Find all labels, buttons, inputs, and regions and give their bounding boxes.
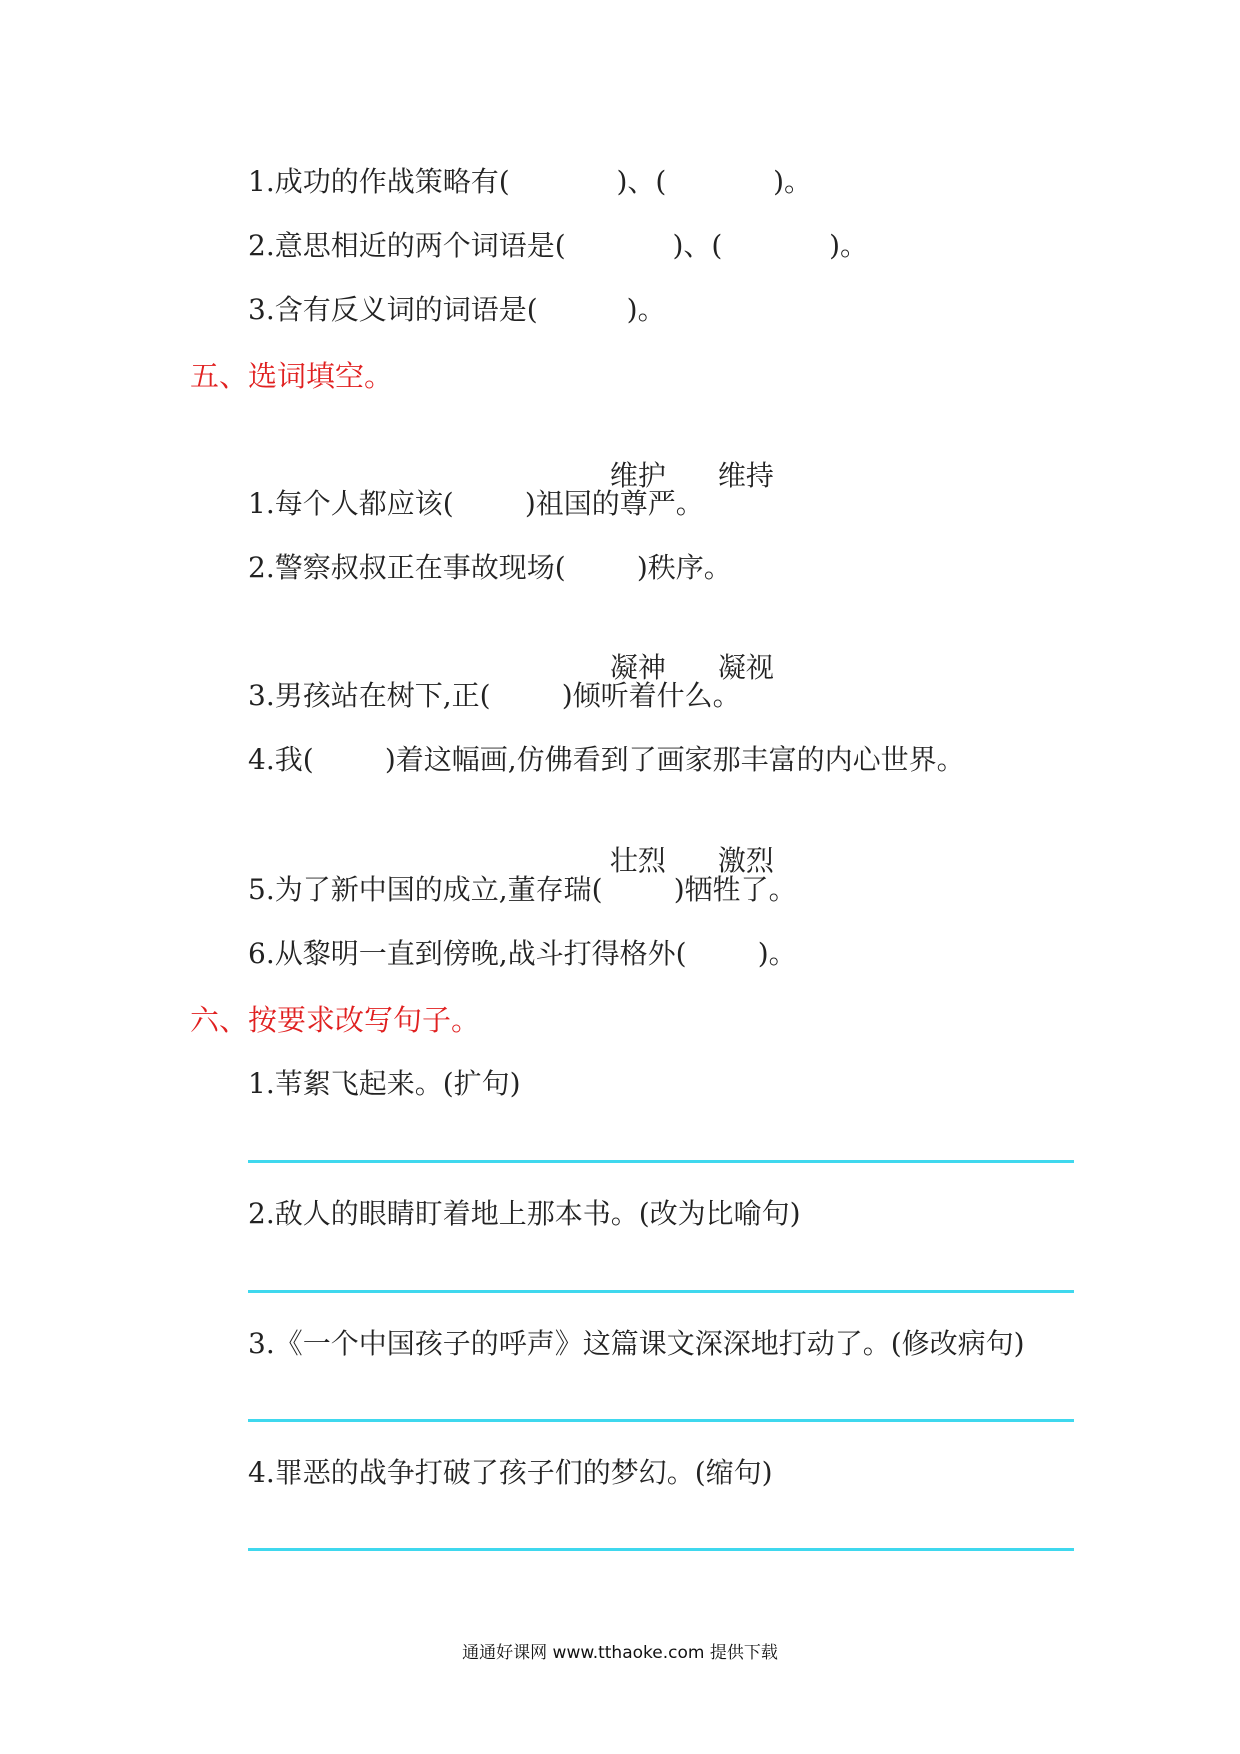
word-choices [592, 422, 774, 494]
fill-blank-item: 6.从黎明一直到傍晚,战斗打得格外( )。 [248, 937, 797, 970]
fill-blank-item: 2.警察叔叔正在事故现场( )秩序。 [248, 551, 732, 584]
fill-blank-item: 5.为了新中国的成立,董存瑞( )牺牲了。 [248, 873, 797, 906]
fill-blank-item: 2.意思相近的两个词语是( )、( )。 [248, 229, 869, 262]
fill-blank-item: 4.我( )着这幅画,仿佛看到了画家那丰富的内心世界。 [248, 743, 965, 776]
rewrite-item: 4.罪恶的战争打破了孩子们的梦幻。(缩句) [248, 1456, 773, 1489]
rewrite-item: 3.《一个中国孩子的呼声》这篇课文深深地打动了。(修改病句) [248, 1327, 1025, 1360]
fill-blank-item: 3.男孩站在树下,正( )倾听着什么。 [248, 679, 741, 712]
section-heading-6: 六、按要求改写句子。 [190, 1003, 481, 1037]
word-choice: 维护 [609, 459, 666, 492]
answer-line[interactable] [248, 1548, 1074, 1551]
word-choice: 凝视 [717, 651, 774, 684]
page-footer: 通通好课网 www.tthaoke.com 提供下载 [462, 1643, 778, 1663]
word-choice: 凝神 [609, 651, 666, 684]
fill-blank-item: 1.成功的作战策略有( )、( )。 [248, 165, 813, 198]
word-choices [592, 807, 774, 879]
word-choice: 维持 [717, 459, 774, 492]
word-choices [592, 614, 774, 686]
fill-blank-item: 1.每个人都应该( )祖国的尊严。 [248, 487, 704, 520]
answer-line[interactable] [248, 1419, 1074, 1422]
answer-line[interactable] [248, 1160, 1074, 1163]
fill-blank-item: 3.含有反义词的词语是( )。 [248, 293, 666, 326]
answer-line[interactable] [248, 1290, 1074, 1293]
rewrite-item: 2.敌人的眼睛盯着地上那本书。(改为比喻句) [248, 1197, 801, 1230]
section-heading-5: 五、选词填空。 [190, 359, 394, 393]
word-choice: 壮烈 [609, 844, 666, 877]
rewrite-item: 1.苇絮飞起来。(扩句) [248, 1067, 521, 1100]
word-choice: 激烈 [717, 844, 774, 877]
